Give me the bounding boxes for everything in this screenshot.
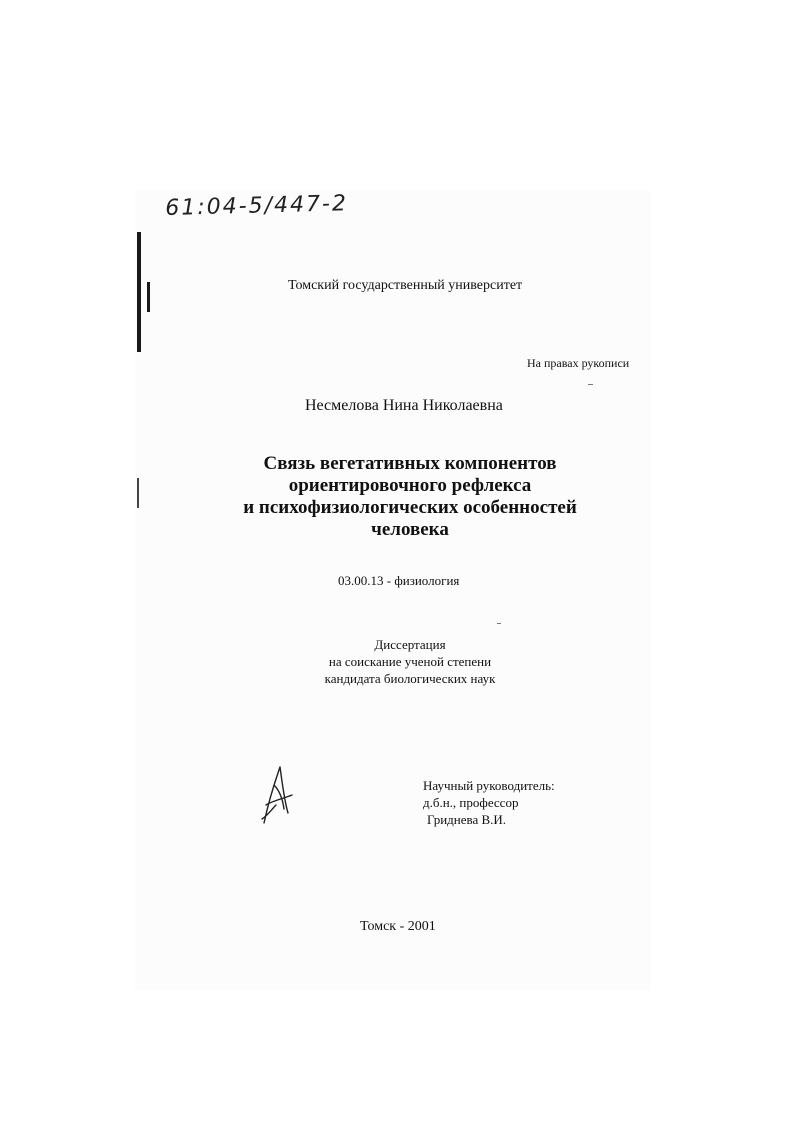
scan-speck: [588, 384, 593, 385]
dissertation-title: [215, 453, 605, 541]
university-name: Томский государственный университет: [288, 278, 523, 293]
supervisor-line: Гриднева В.И.: [427, 812, 507, 827]
degree-line: кандидата биологических наук: [324, 671, 496, 686]
binding-shadow: [147, 282, 150, 312]
degree-line: Диссертация: [374, 637, 446, 652]
specialty-code: 03.00.13 - физиология: [338, 573, 460, 588]
manuscript-rights-note: На правах рукописи: [527, 356, 630, 370]
title-line: и психофизиологических особенностей: [243, 497, 577, 518]
signature-image: [258, 765, 296, 827]
scan-speck: [497, 623, 501, 624]
title-line: человека: [371, 519, 449, 540]
supervisor-block: [423, 777, 555, 828]
supervisor-line: д.б.н., профессор: [423, 795, 519, 810]
binding-shadow: [137, 232, 141, 352]
handwritten-catalog-code: 61:04-5/447-2: [165, 191, 349, 221]
title-line: Связь вегетативных компонентов: [263, 453, 557, 474]
author-name: Несмелова Нина Николаевна: [305, 397, 503, 414]
dissertation-degree-block: [300, 636, 520, 687]
title-line: ориентировочного рефлекса: [288, 475, 532, 496]
city-and-year: Томск - 2001: [360, 919, 436, 934]
binding-shadow: [137, 478, 139, 508]
supervisor-line: Научный руководитель:: [423, 778, 555, 793]
degree-line: на соискание ученой степени: [328, 654, 492, 669]
scan-area: [135, 190, 650, 990]
